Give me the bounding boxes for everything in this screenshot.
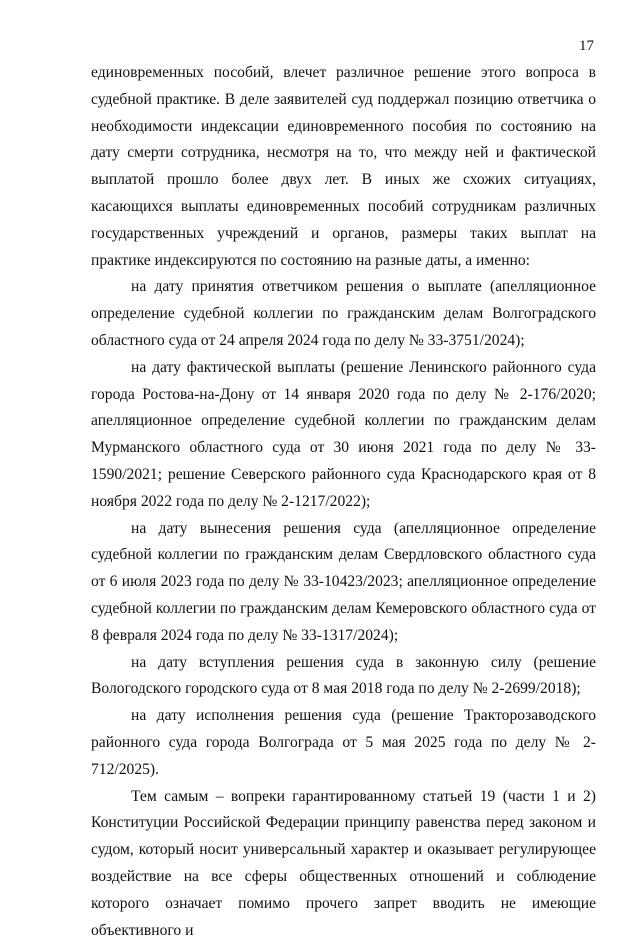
paragraph-court-ruling-date: на дату вынесения решения суда (апелляционное определение судебной коллегии по гражданским делам Свердловского областного суда от 6 июля 2023 года по делу № 33-10423/2023; апелляционное определение судебной коллегии по гражданским делам Кемеровского областного суда от 8 февраля 2024 года по делу № 33-1317/2024); — [91, 519, 596, 644]
paragraph-actual-payment-date: на дату фактической выплаты (решение Ленинского районного суда города Ростова-на-Дону от 14 января 2020 года по делу № 2-176/2020; апелляционное определение судебной коллегии по гражданским делам Мурманского областного суда от 30 июня 2021 года по делу № 33-1590/2021; решение Северского районного суда Краснодарского края от 8 ноября 2022 года по делу № 2-1217/2022); — [91, 358, 596, 510]
paragraph-ruling-execution-date: на дату исполнения решения суда (решение Тракторозаводского районного суда города Волгограда от 5 мая 2025 года по делу № 2-712/2025). — [91, 707, 596, 778]
paragraph-constitution: Тем самым – вопреки гарантированному статьей 19 (части 1 и 2) Конституции Российской Федерации принципу равенства перед законом и судом, который носит универсальный характер и оказывает регулирующее воздействие на все сферы общественных отношений и соблюдение которого означает помимо прочего запрет вводить не имеющие объективного и — [91, 787, 596, 939]
paragraph-continuation: единовременных пособий, влечет различное решение этого вопроса в судебной практике. В деле заявителей суд поддержал позицию ответчика о необходимости индексации единовременного пособия по состоянию на дату смерти сотрудника, несмотря на то, что между ней и фактической выплатой прошло более двух лет. В иных же схожих ситуациях, касающихся выплаты единовременных пособий сотрудникам различных государственных учреждений и органов, размеры таких выплат на практике индексируются по состоянию на разные даты, а именно: — [91, 64, 596, 269]
paragraph-ruling-effective-date: на дату вступления решения суда в законную силу (решение Вологодского городского суда от 8 мая 2018 года по делу № 2-2699/2018); — [91, 653, 596, 698]
paragraph-decision-date: на дату принятия ответчиком решения о выплате (апелляционное определение судебной коллегии по гражданским делам Волгоградского областного суда от 24 апреля 2024 года по делу № 33-3751/2024); — [91, 278, 596, 349]
document-body — [91, 60, 596, 944]
page-number: 17 — [579, 38, 594, 54]
